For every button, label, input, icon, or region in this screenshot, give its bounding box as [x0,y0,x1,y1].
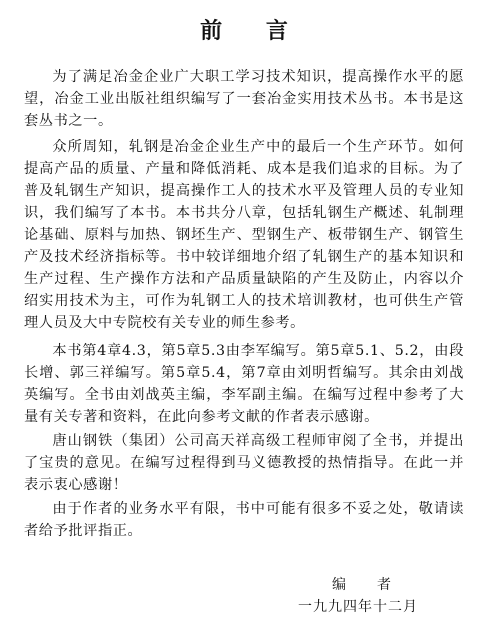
author-signature: 编 者 [332,577,392,593]
page-title: 前 言 [200,18,306,44]
body-paragraph [24,66,464,132]
paragraph-text: 本书第4章4.3，第5章5.3由李军编写。第5章5.1、5.2，由段长增、郭三祥编写。第5章5.4，第7章由刘明哲编写。其余由刘战英编写。全书由刘战英主编，李军副主编。在编写过程中参考了大量有关专著和资料，在此向参考文献的作者表示感谢。 [24,343,464,425]
body-paragraph [24,430,464,496]
body-paragraph [24,340,464,428]
body-paragraph [24,136,464,334]
paragraph-text: 唐山钢铁（集团）公司高天祥高级工程师审阅了全书，并提出了宝贵的意见。在编写过程得到马义德教授的热情指导。在此一并表示衷心感谢！ [24,433,464,493]
signature-date: 一九九四年十二月 [298,599,418,615]
body-paragraph [24,498,464,542]
paragraph-text: 众所周知，轧钢是冶金企业生产中的最后一个生产环节。如何提高产品的质量、产量和降低消耗、成本是我们追求的目标。为了普及轧钢生产知识，提高操作工人的技术水平及管理人员的专业知识，我们编写了本书。本书共分八章，包括轧钢生产概述、轧制理论基础、原料与加热、钢坯生产、型钢生产、板带钢生产、钢管生产及技术经济指标等。书中较详细地介绍了轧钢生产的基本知识和生产过程、生产操作方法和产品质量缺陷的产生及防止，内容以介绍实用技术为主，可作为轧钢工人的技术培训教材，也可供生产管理人员及大中专院校有关专业的师生参考。 [24,139,464,331]
paragraph-text: 为了满足冶金企业广大职工学习技术知识，提高操作水平的愿望，冶金工业出版社组织编写了一套冶金实用技术丛书。本书是这套丛书之一。 [24,69,464,129]
paragraph-text: 由于作者的业务水平有限，书中可能有很多不妥之处，敬请读者给予批评指正。 [24,501,464,539]
